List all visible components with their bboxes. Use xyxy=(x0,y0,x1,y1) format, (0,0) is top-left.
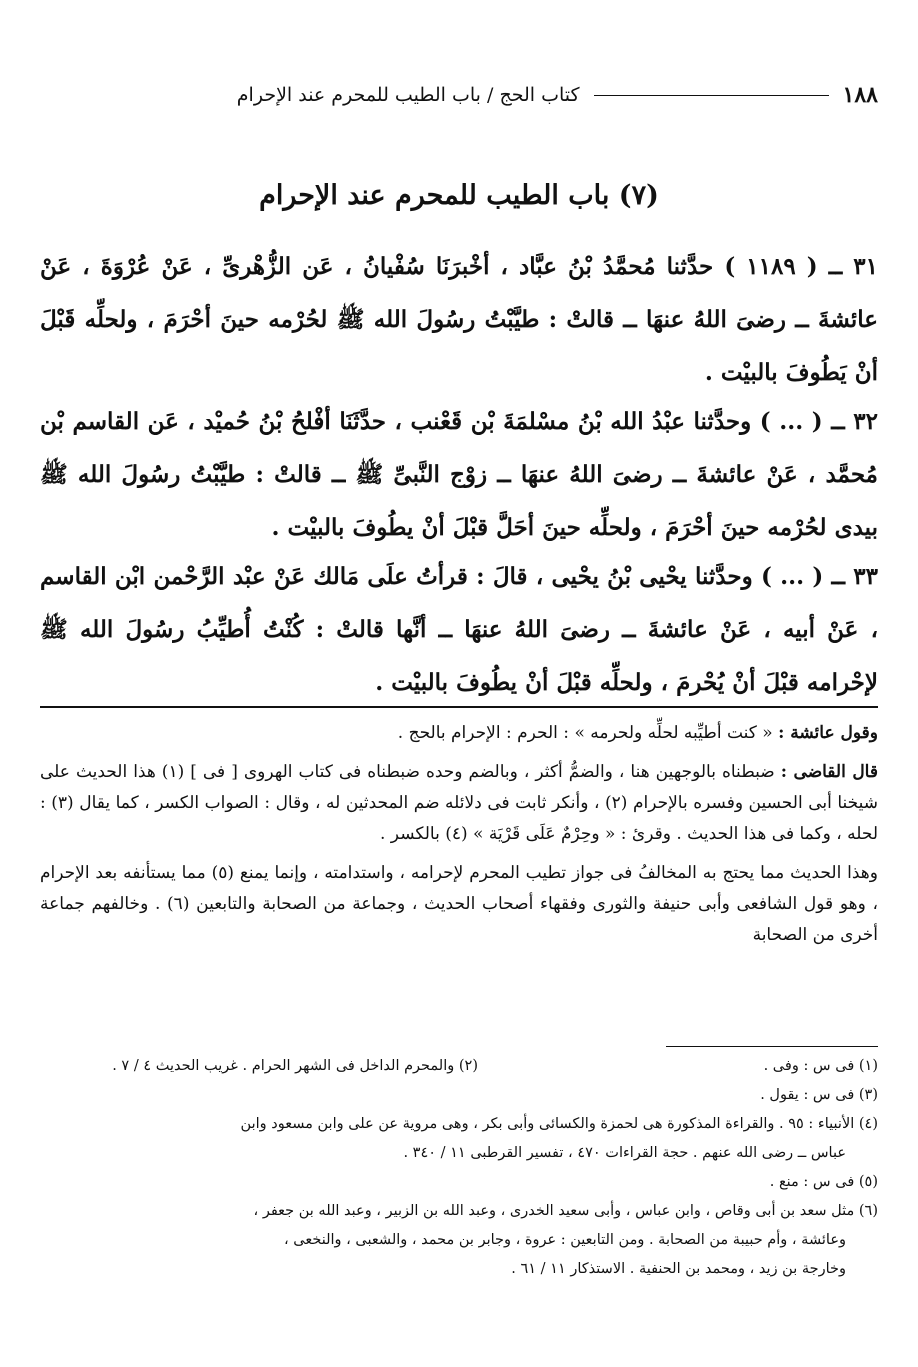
footnote-5: (٥) فى س : منع . xyxy=(769,1174,878,1190)
footnote-2: (٢) والمحرم الداخل فى الشهر الحرام . غريب الحديث ٤ / ٧ . xyxy=(112,1058,478,1074)
running-title: كتاب الحج / باب الطيب للمحرم عند الإحرام xyxy=(236,84,580,106)
footnote-row xyxy=(40,1052,878,1081)
header-rule xyxy=(594,95,829,96)
hadith-33: ٣٣ ــ ( ... ) وحدَّثنا يحْيى بْنُ يحْيى ، قالَ : قرأتُ علَى مَالك عَنْ عبْد الرَّحْمن ابْن القاسم ، عَنْ أبيه ، عَنْ عائشةَ ــ رضىَ اللهُ عنهَا ــ أنَّها قالتْ : كُنْتُ أُطيِّبُ رسُولَ الله ﷺ لإحْرامه قبْلَ أنْ يُحْرمَ ، ولحلِّه قبْلَ أنْ يطُوفَ بالبيْت . xyxy=(40,563,878,696)
commentary-paragraph xyxy=(40,757,878,850)
footnote-6 xyxy=(40,1197,878,1284)
commentary-paragraph xyxy=(40,718,878,749)
footnotes xyxy=(40,1052,878,1284)
hadith-31: ٣١ ــ ( ١١٨٩ ) حدَّثنا مُحمَّدُ بْنُ عبَّاد ، أخْبرَنَا سُفْيانُ ، عَن الزُّهْرىِّ ، عَنْ عُرْوَةَ ، عَنْ عائشةَ ــ رضىَ اللهُ عنهَا ــ قالتْ : طيَّبْتُ رسُولَ الله ﷺ لحُرْمه حينَ أحْرَمَ ، ولحلِّه قَبْلَ أنْ يَطُوفَ بالبيْت . xyxy=(40,253,878,386)
commentary-text: وهذا الحديث مما يحتج به المخالفُ فى جواز تطيب المحرم لإحرامه ، واستدامته ، وإنما يمنع (٥) مما يستأنفه بعد الإحرام ، وهو قول الشافعى وأبى حنيفة والثورى وفقهاء أصحاب الحديث ، وجماعة من الصحابة والتابعين (٦) . وخالفهم جماعة أخرى من الصحابة xyxy=(40,863,878,945)
page-header xyxy=(40,78,878,112)
commentary-text: ضبطناه بالوجهين هنا ، والضمُّ أكثر ، وبالضم وحده ضبطناه فى كتاب الهروى [ فى ] (١) هذا الحديث على شيخنا أبى الحسين وفسره بالإحرام (٢) ، وأنكر ثابت فى دلائله ضم المحدثين له ، وقال : الصواب الكسر ، كما يقال (٣) : لحله ، وكما فى هذا الحديث . وقرئ : « وحِرْمٌ عَلَى قَرْيَة » (٤) بالكسر . xyxy=(40,762,879,844)
chapter-title: (٧) باب الطيب للمحرم عند الإحرام xyxy=(259,180,659,211)
commentary-lead: وقول عائشة : xyxy=(778,723,878,743)
footnote-4-line: عباس ــ رضى الله عنهم . حجة القراءات ٤٧٠ ، تفسير القرطبى ١١ / ٣٤٠ . xyxy=(403,1145,846,1161)
footnote-6-line: وخارجة بن زيد ، ومحمد بن الحنفية . الاستذكار ١١ / ٦١ . xyxy=(511,1261,846,1277)
commentary-paragraph xyxy=(40,858,878,951)
footnote-4-line: (٤) الأنبياء : ٩٥ . والقراءة المذكورة هى لحمزة والكسائى وأبى بكر ، وهى مروية عن على وابن مسعود وابن xyxy=(240,1116,878,1132)
footnote-6-line: وعائشة ، وأم حبيبة من الصحابة . ومن التابعين : عروة ، وجابر بن محمد ، والشعبى ، والنخعى ، xyxy=(283,1232,846,1248)
footnote-6-line: (٦) مثل سعد بن أبى وقاص ، وابن عباس ، وأبى سعيد الخدرى ، وعبد الله بن الزبير ، وعبد الله بن جعفر ، xyxy=(253,1203,878,1219)
footnote-3: (٣) فى س : يقول . xyxy=(760,1087,878,1103)
commentary-text: « كنت أطيِّبه لحلِّه ولحرمه » : الحرم : الإحرام بالحج . xyxy=(397,723,773,743)
footnote-1: (١) فى س : وفى . xyxy=(763,1058,878,1074)
footnote-4 xyxy=(40,1110,878,1168)
commentary xyxy=(40,718,878,959)
footnotes-divider xyxy=(666,1046,878,1047)
hadith-32: ٣٢ ــ ( ... ) وحدَّثنا عبْدُ الله بْنُ مسْلمَةَ بْن قَعْنب ، حدَّثَنَا أفْلحُ بْنُ حُميْد ، عَن القاسم بْن مُحمَّد ، عَنْ عائشةَ ــ رضىَ اللهُ عنهَا ــ زوْج النَّبىِّ ﷺ ــ قالتْ : طيَّبْتُ رسُولَ الله ﷺ بيدى لحُرْمه حينَ أحْرَمَ ، ولحلِّه حينَ أحَلَّ قبْلَ أنْ يطُوفَ بالبيْت . xyxy=(40,408,878,541)
commentary-divider xyxy=(40,706,878,708)
page-number: ١٨٨ xyxy=(842,82,878,108)
commentary-lead: قال القاضى : xyxy=(780,762,878,782)
